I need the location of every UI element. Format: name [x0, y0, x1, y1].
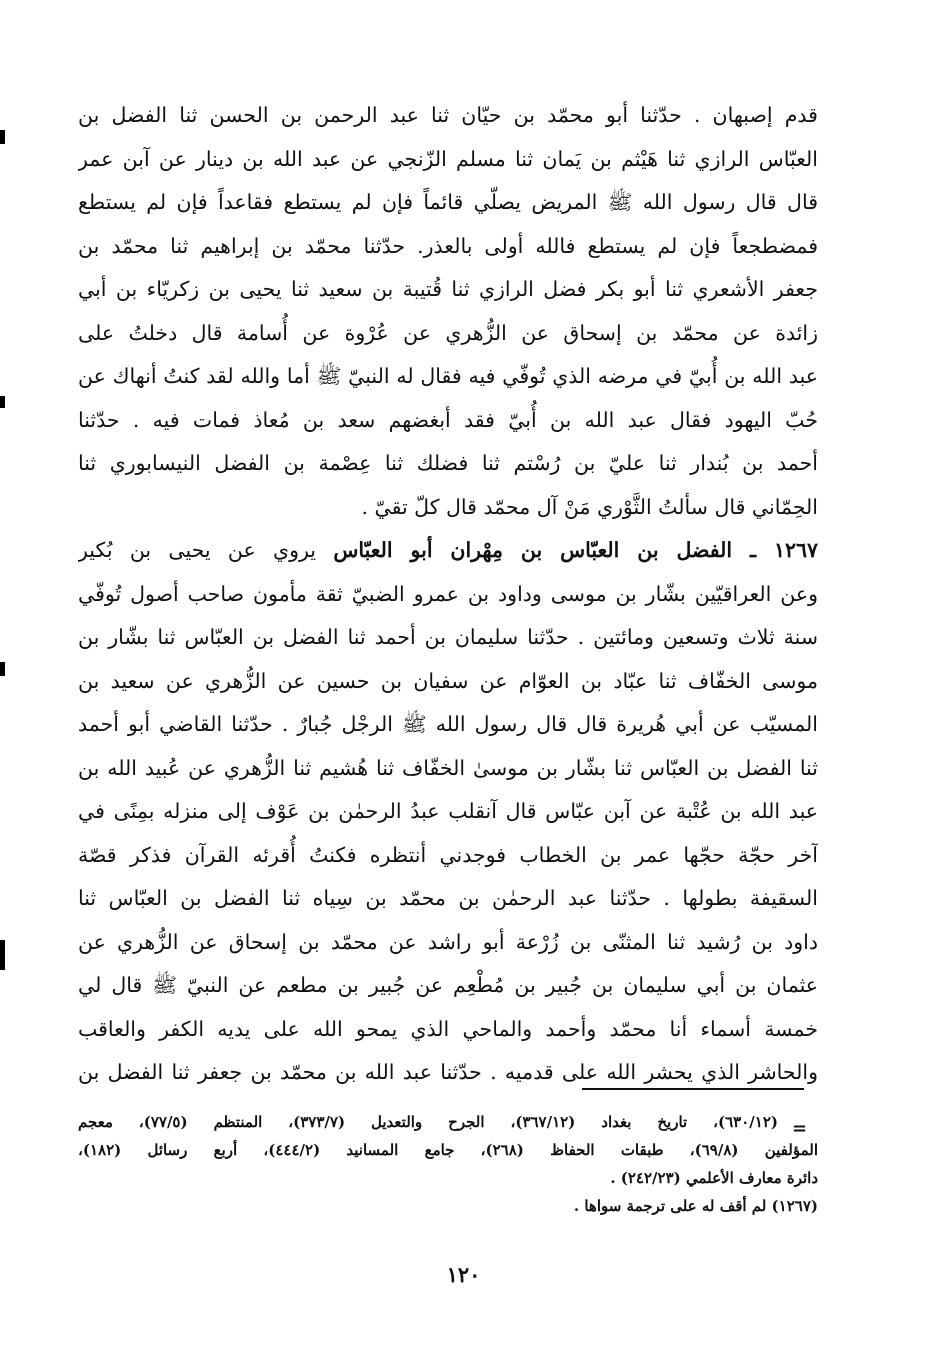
text-line: داود بن رُشيد ثنا المثنّى بن زُرْعة أبو راشد عن محمّد بن إسحاق عن الزُّهري عن — [78, 929, 818, 954]
text-line: والحاشر الذي يحشر الله على قدميه . حدّثنا عبد الله بن محمّد بن جعفر ثنا الفضل بن — [78, 1060, 818, 1084]
text-line: حُبّ اليهود فقال عبد الله بن أُبيّ فقد أبغضهم سعد بن مُعاذ فمات فيه . حدّثنا — [78, 407, 818, 432]
text-line: جعفر الأشعري ثنا أبو بكر فضل الرازي ثنا قُتيبة بن سعيد ثنا يحيى بن زكريّاء بن أبي — [78, 277, 818, 301]
text-line: زائدة عن محمّد بن إسحاق عن الزُّهري عن عُرْوة عن أُسامة قال دخلتُ على — [78, 320, 818, 345]
footnote-line: المؤلفين (٦٩/٨)، طبقات الحفاظ (٢٦٨)، جامع المسانيد (٤٤٤/٢)، أربع رسائل (١٨٢)، — [78, 1141, 818, 1159]
text-line: عبد الله بن عُتْبة عن آبن عبّاس قال آنقلب عبدُ الرحمٰن بن عَوْف إلى منزله بمِنًى في — [78, 799, 818, 823]
text-line: سنة ثلاث وتسعين ومائتين . حدّثنا سليمان بن أحمد ثنا الفضل بن العبّاس ثنا بشّار بن — [78, 625, 818, 649]
footnote-marker: = — [792, 1118, 808, 1139]
text-line: عثمان بن أبي سليمان بن جُبير بن مُطْعِم عن جُبير بن مطعم عن النبيّ ﷺ قال لي — [78, 973, 818, 997]
margin-mark — [0, 662, 5, 676]
text-line: السقيفة بطولها . حدّثنا عبد الرحمٰن بن محمّد بن سِياه ثنا الفضل بن العبّاس ثنا — [78, 886, 818, 910]
margin-mark — [0, 940, 5, 970]
text-line: فمضطجعاً فإن لم يستطع فالله أولى بالعذر. حدّثنا محمّد بن إبراهيم ثنا محمّد بن — [78, 233, 818, 258]
main-text — [78, 94, 818, 1095]
text-line: الحِمّاني قال سألتُ الثَّوْري مَنْ آل محمّد قال كلّ تقيّ . — [361, 494, 818, 519]
text-line: آخر حجّة حجّها عمر بن الخطاب فوجدني أنتظره فكنتُ أُقرئه القرآن فذكر قصّة — [78, 842, 818, 867]
text-line: ثنا الفضل بن العبّاس ثنا بشّار بن موسىٰ الخفّاف ثنا هُشيم ثنا الزُّهري عن عُبيد الله بن — [78, 755, 818, 780]
footnote-line: دائرة معارف الأعلمي (٢٤٢/٢٣) . — [610, 1169, 818, 1187]
footnote-separator — [582, 1088, 804, 1090]
text-line: المسيّب عن أبي هُريرة قال قال رسول الله ﷺ الرجْل جُبارٌ . حدّثنا القاضي أبو أحمد — [78, 712, 818, 736]
entry-first-text: يروي عن يحيى بن بُكير — [78, 538, 317, 562]
footnotes — [78, 1108, 818, 1220]
page-number: ١٢٠ — [446, 1262, 481, 1287]
text-line: قال قال رسول الله ﷺ المريض يصلّي قائماً فإن لم يستطع فقاعداً فإن لم يستطع — [78, 190, 818, 214]
margin-mark — [0, 396, 5, 408]
text-line: قدم إصبهان . حدّثنا أبو محمّد بن حيّان ثنا عبد الرحمن بن الحسن ثنا الفضل بن — [78, 103, 818, 127]
text-line: عبد الله بن أُبيّ في مرضه الذي تُوفّي فيه فقال له النبيّ ﷺ أما والله لقد كنتُ أنهاك عن — [78, 364, 818, 388]
footnote-line: (٦٣٠/١٢)، تاريخ بغداد (٣٦٧/١٢)، الجرح والتعديل (٣٧٣/٧)، المنتظم (٧٧/٥)، معجم — [78, 1113, 778, 1131]
text-line: موسى الخفّاف ثنا عبّاد بن العوّام عن سفيان بن حسين عن الزُّهري عن سعيد بن — [78, 668, 818, 693]
text-line: العبّاس الرازي ثنا هَيْثم بن يَمان ثنا مسلم الزّنجي عن عبد الله بن دينار عن آبن عمر — [78, 146, 818, 171]
entry-first-line — [78, 529, 818, 573]
text-line: أحمد بن بُندار ثنا عليّ بن رُسْتم ثنا فضلك ثنا عِصْمة بن الفضل النيسابوري ثنا — [78, 451, 818, 475]
margin-mark — [0, 130, 5, 144]
footnote-line: (١٢٦٧) لم أقف له على ترجمة سواها . — [573, 1197, 818, 1215]
entry-heading: ١٢٦٧ ـ الفضل بن العبّاس بن مِهْران أبو العبّاس — [333, 538, 818, 562]
text-line: خمسة أسماء أنا محمّد وأحمد والماحي الذي يمحو الله على يديه الكفر والعاقب — [78, 1016, 818, 1041]
text-line: وعن العراقيّين بشّار بن موسى وداود بن عمرو الضبيّ ثقة مأمون صاحب أصول تُوفّي — [78, 581, 818, 606]
